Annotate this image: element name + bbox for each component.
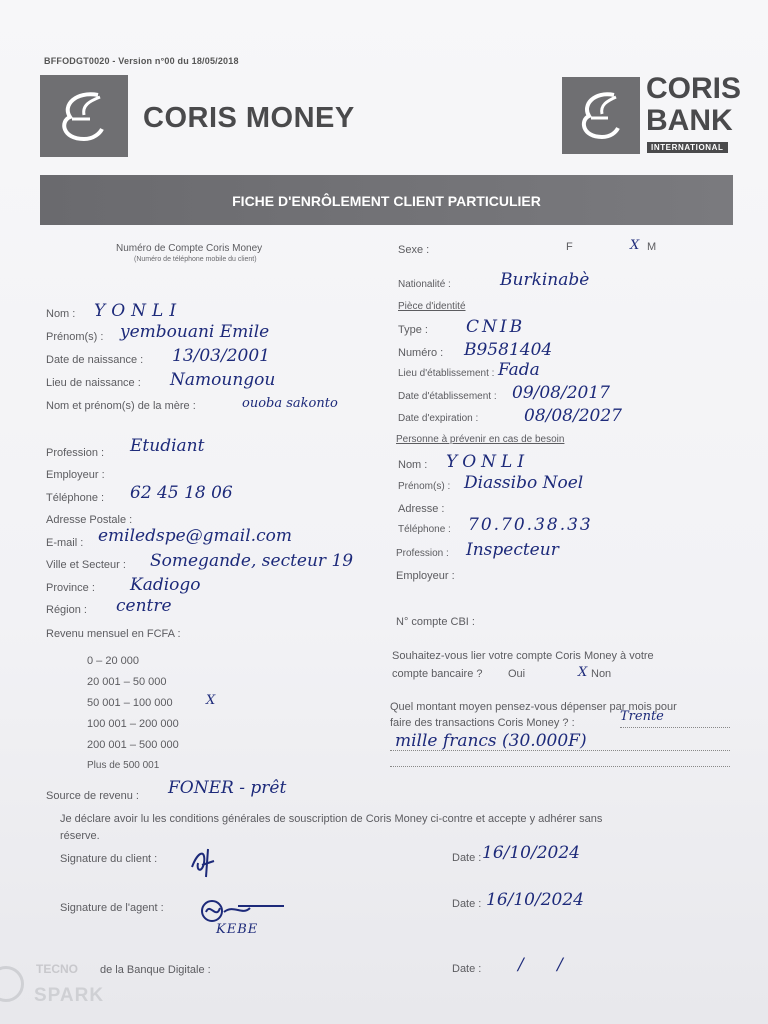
spending-value-line1: Trente xyxy=(620,709,664,724)
spending-value-line2: mille francs (30.000F) xyxy=(395,731,587,751)
income-source-value: FONER - prêt xyxy=(168,778,287,798)
link-account-question-line1: Souhaitez-vous lier votre compte Coris Money à votre xyxy=(392,650,654,662)
phone-label: Téléphone : xyxy=(46,492,105,504)
postal-address-label: Adresse Postale : xyxy=(46,514,133,526)
sex-label: Sexe : xyxy=(398,244,430,256)
income-label: Revenu mensuel en FCFA : xyxy=(46,628,181,640)
province-value: Kadiogo xyxy=(130,575,201,595)
birthplace-label: Lieu de naissance : xyxy=(46,377,141,389)
dob-label: Date de naissance : xyxy=(46,354,144,366)
account-number-sublabel: (Numéro de téléphone mobile du client) xyxy=(134,256,257,263)
nationality-value: Burkinabè xyxy=(500,270,590,290)
contact-firstname-value: Diassibo Noel xyxy=(464,473,584,493)
date2-value: 16/10/2024 xyxy=(486,890,584,910)
id-number-value: B9581404 xyxy=(464,340,553,360)
nom-label: Nom : xyxy=(46,308,76,320)
id-document-label: Pièce d'identité xyxy=(398,301,466,312)
contact-employer-label: Employeur : xyxy=(396,570,455,582)
issue-date-value: 09/08/2017 xyxy=(512,383,610,403)
issue-date-label: Date d'établissement : xyxy=(398,391,497,402)
spending-question-line1: Quel montant moyen pensez-vous dépenser par mois pour xyxy=(390,701,677,713)
contact-firstname-label: Prénom(s) : xyxy=(398,481,451,492)
contact-profession-label: Profession : xyxy=(396,548,449,559)
income-selected-mark: X xyxy=(206,693,216,708)
mother-name-value: ouoba sakonto xyxy=(242,396,338,411)
sex-option-f: F xyxy=(566,241,573,253)
link-account-selected-mark: X xyxy=(578,665,588,680)
declaration-line1: Je déclare avoir lu les conditions générales de souscription de Coris Money ci-contre et accepte y adhérer sans xyxy=(60,813,603,825)
nationality-label: Nationalité : xyxy=(398,279,451,290)
agent-name: KEBE xyxy=(216,922,259,937)
income-source-label: Source de revenu : xyxy=(46,790,139,802)
account-number-label: Numéro de Compte Coris Money xyxy=(116,243,263,254)
spending-dotted-line1 xyxy=(620,727,730,728)
phone-value: 62 45 18 06 xyxy=(130,483,233,503)
prenom-value: yembouani Emile xyxy=(120,322,270,342)
camera-watermark-model: SPARK xyxy=(34,985,105,1006)
email-value: emiledspe@gmail.com xyxy=(98,526,292,546)
id-number-label: Numéro : xyxy=(398,347,444,359)
date3-label: Date : xyxy=(452,963,482,975)
date1-value: 16/10/2024 xyxy=(482,843,580,863)
date1-label: Date : xyxy=(452,852,482,864)
declaration-line2: réserve. xyxy=(60,830,100,842)
employer-label: Employeur : xyxy=(46,469,105,481)
profession-value: Etudiant xyxy=(130,436,205,456)
city-label: Ville et Secteur : xyxy=(46,559,126,571)
spending-dotted-line3 xyxy=(390,766,730,767)
income-option: 0 – 20 000 xyxy=(87,655,139,667)
expiry-date-label: Date d'expiration : xyxy=(398,413,479,424)
bank-name-line1: CORIS xyxy=(646,72,742,105)
link-account-oui: Oui xyxy=(508,668,526,680)
id-type-label: Type : xyxy=(398,324,428,336)
sex-selected-mark: X xyxy=(630,238,640,253)
date2-label: Date : xyxy=(452,898,482,910)
contact-phone-value: 70.70.38.33 xyxy=(468,515,593,535)
emergency-contact-label: Personne à prévenir en cas de besoin xyxy=(396,434,565,445)
camera-watermark-icon xyxy=(0,966,24,1002)
nom-value: YONLI xyxy=(94,301,183,321)
income-option: 100 001 – 200 000 xyxy=(87,718,179,730)
income-option: Plus de 500 001 xyxy=(87,760,160,771)
form-title-banner xyxy=(40,175,733,225)
link-account-non: Non xyxy=(591,668,612,680)
birthplace-value: Namoungou xyxy=(170,370,276,390)
coris-money-logo xyxy=(40,75,128,157)
province-label: Province : xyxy=(46,582,95,594)
profession-label: Profession : xyxy=(46,447,105,459)
income-option: 20 001 – 50 000 xyxy=(87,676,167,688)
issue-place-value: Fada xyxy=(498,360,540,380)
contact-profession-value: Inspecteur xyxy=(466,540,559,560)
agent-signature-label: Signature de l'agent : xyxy=(60,902,164,914)
mother-name-label: Nom et prénom(s) de la mère : xyxy=(46,400,196,412)
digital-bank-signature-label: de la Banque Digitale : xyxy=(100,964,211,976)
form-reference: BFFODGT0020 - Version n°00 du 18/05/2018 xyxy=(44,56,239,66)
id-type-value: CNIB xyxy=(466,317,526,337)
bank-name-line2: BANK xyxy=(646,104,733,137)
contact-name-label: Nom : xyxy=(398,459,428,471)
sex-option-m: M xyxy=(647,241,657,253)
bank-name-line3: INTERNATIONAL xyxy=(647,142,728,153)
coris-logo-icon xyxy=(40,75,128,157)
coris-bank-logo-icon xyxy=(562,77,640,154)
contact-phone-label: Téléphone : xyxy=(398,524,451,535)
expiry-date-value: 08/08/2027 xyxy=(524,406,622,426)
form-title: FICHE D'ENRÔLEMENT CLIENT PARTICULIER xyxy=(232,193,541,209)
issue-place-label: Lieu d'établissement : xyxy=(398,368,495,379)
region-label: Région : xyxy=(46,604,87,616)
client-signature-mark xyxy=(188,845,218,879)
city-value: Somegande, secteur 19 xyxy=(150,551,354,571)
contact-name-value: YONLI xyxy=(446,452,530,472)
prenom-label: Prénom(s) : xyxy=(46,331,104,343)
dob-value: 13/03/2001 xyxy=(172,346,270,366)
client-signature-label: Signature du client : xyxy=(60,853,158,865)
date3-value: / / xyxy=(518,955,577,975)
cbi-account-label: N° compte CBI : xyxy=(396,616,475,628)
region-value: centre xyxy=(116,596,172,616)
spending-question-line2: faire des transactions Coris Money ? : xyxy=(390,717,575,729)
contact-address-label: Adresse : xyxy=(398,503,445,515)
coris-bank-logo xyxy=(562,77,640,154)
link-account-question-line2: compte bancaire ? xyxy=(392,668,483,680)
spending-dotted-line2 xyxy=(390,750,730,751)
brand-name: CORIS MONEY xyxy=(143,102,355,134)
camera-watermark-brand: TECNO xyxy=(36,962,78,976)
email-label: E-mail : xyxy=(46,537,84,549)
income-option: 200 001 – 500 000 xyxy=(87,739,179,751)
income-option: 50 001 – 100 000 xyxy=(87,697,173,709)
